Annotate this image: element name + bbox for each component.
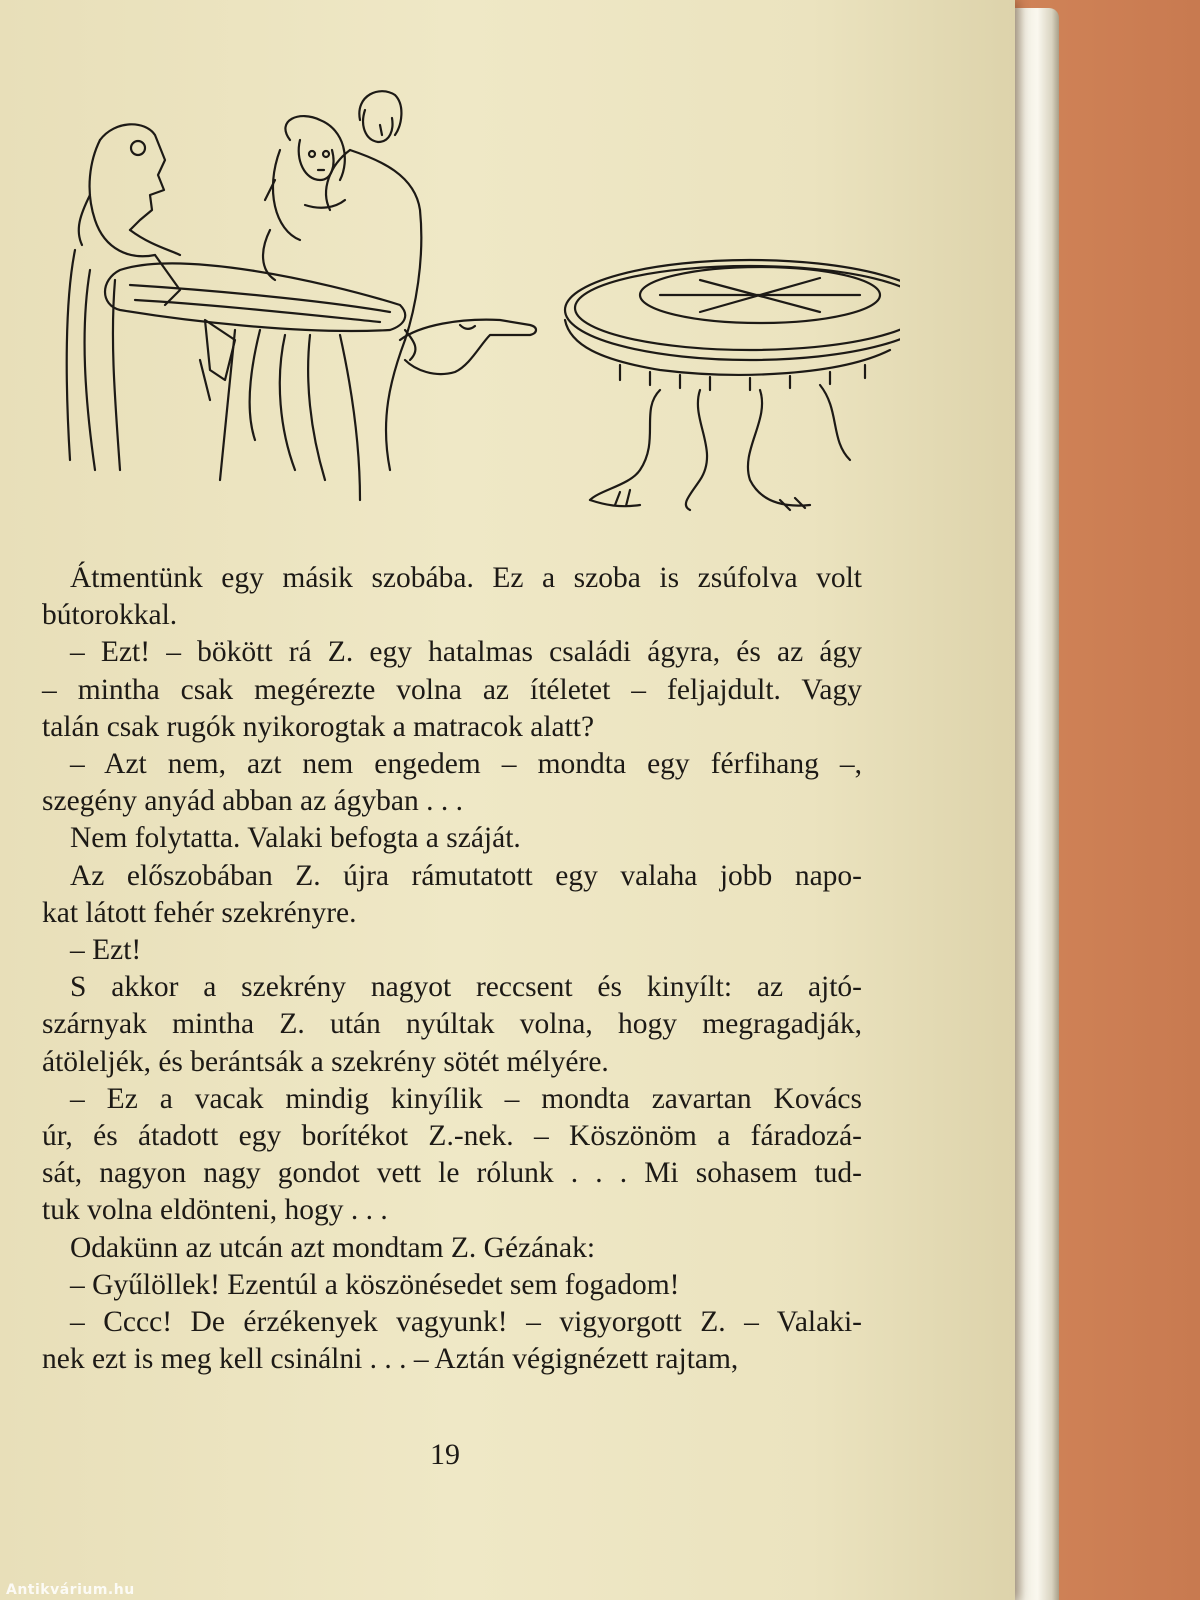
drawing-man-right <box>326 91 421 470</box>
paragraph <box>42 1267 862 1304</box>
paragraph <box>42 560 862 634</box>
text-line: úr, és átadott egy borítékot Z.-nek. – Köszönöm a fáradozá- <box>42 1120 862 1153</box>
ink-drawing-people-and-table <box>60 80 900 550</box>
body-text <box>42 560 862 1378</box>
text-line: kat látott fehér szekrényre. <box>42 896 357 929</box>
text-line: – Cccc! De érzékenyek vagyunk! – vigyorgott Z. – Valaki- <box>70 1306 862 1339</box>
text-line: Nem folytatta. Valaki befogta a száját. <box>70 822 521 855</box>
text-line: Átmentünk egy másik szobába. Ez a szoba is zsúfolva volt <box>70 562 862 594</box>
page-illustration <box>60 80 900 550</box>
text-line: Odakünn az utcán azt mondtam Z. Gézának: <box>70 1231 596 1264</box>
text-line: szárnyak mintha Z. után nyúltak volna, hogy megragadják, <box>42 1008 862 1041</box>
drawing-pointing-hand <box>400 320 536 374</box>
drawing-sofa <box>105 263 405 500</box>
text-line: Az előszobában Z. újra rámutatott egy valaha jobb napo- <box>70 859 862 892</box>
watermark: Antikvárium.hu <box>6 1582 135 1598</box>
paragraph <box>42 932 862 969</box>
text-line: – Ezt! <box>70 934 142 967</box>
text-line: – Gyűlöllek! Ezentúl a köszönésedet sem fogadom! <box>70 1268 680 1301</box>
paragraph <box>42 746 862 820</box>
text-line: sát, nagyon nagy gondot vett le rólunk . . . Mi sohasem tud- <box>42 1157 862 1190</box>
text-line: S akkor a szekrény nagyot reccsent és kinyílt: az ajtó- <box>70 971 862 1004</box>
paragraph <box>42 1230 862 1267</box>
text-line: – mintha csak megérezte volna az ítéletet – feljajdult. Vagy <box>42 673 862 706</box>
paragraph <box>42 820 862 857</box>
drawing-man-left <box>67 124 235 470</box>
book-spine <box>1008 8 1059 1600</box>
paragraph <box>42 1081 862 1230</box>
paragraph <box>42 1304 862 1378</box>
text-line: szegény anyád abban az ágyban . . . <box>42 785 464 818</box>
text-line: átöleljék, és berántsák a szekrény sötét mélyére. <box>42 1045 609 1078</box>
paragraph <box>42 858 862 932</box>
drawing-woman <box>263 116 345 280</box>
paragraph <box>42 969 862 1081</box>
text-line: tuk volna eldönteni, hogy . . . <box>42 1194 388 1227</box>
text-line: nek ezt is meg kell csinálni . . . – Aztán végignézett rajtam, <box>42 1343 739 1376</box>
paragraph <box>42 634 862 746</box>
page-number: 19 <box>430 1438 460 1471</box>
text-line: – Azt nem, azt nem engedem – mondta egy férfihang –, <box>70 748 862 781</box>
text-line: bútorokkal. <box>42 599 178 632</box>
drawing-table <box>565 260 900 510</box>
text-line: – Ezt! – bökött rá Z. egy hatalmas családi ágyra, és az ágy <box>70 636 862 669</box>
text-line: – Ez a vacak mindig kinyílik – mondta zavartan Kovács <box>70 1082 862 1115</box>
text-line: talán csak rugók nyikorogtak a matracok alatt? <box>42 710 595 743</box>
